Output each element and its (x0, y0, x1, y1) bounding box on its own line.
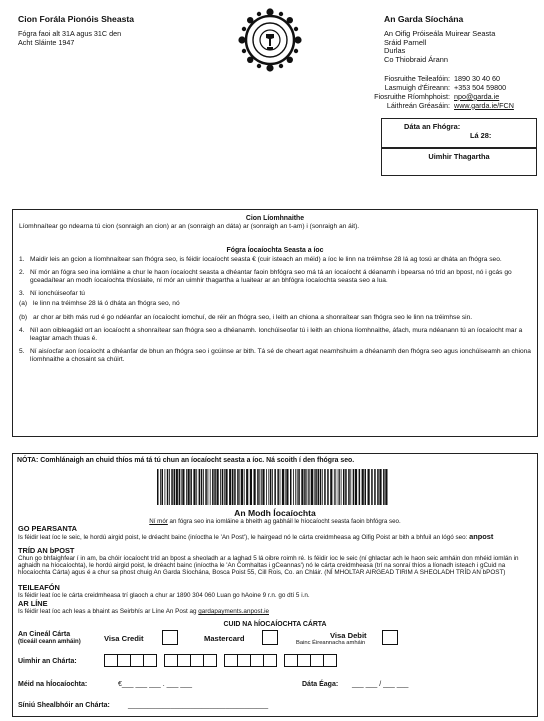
list-subitem: (b) ar chor ar bith más rud é go ndéanfar an íocaíocht iomchuí, de réir an fhógra seo, i leith an chiona a shonraítear san fhógra seo le linn na tréimhse sin. (19, 314, 473, 322)
online-text: Is féidir leat íoc ach leas a bhaint as Seirbhís ar Líne An Post ag gardapayments.anpost.ie (18, 608, 269, 615)
anpost-logo: anpost (469, 532, 494, 541)
list-item: 5. Ní aisíocfar aon íocaíocht a dhéanfar de bhun an fhógra seo i gcúinse ar bith. Tá sé de cheart agat neamhshuim a dhéanamh den fhógra seo agus ionchúiseamh an chiona líomhnaithe a chosaint sa chúirt. (19, 347, 531, 363)
garda-crest-icon (238, 8, 302, 72)
card-digit-box[interactable] (177, 654, 191, 667)
barcode-bar (203, 469, 204, 505)
email-link[interactable]: npo@garda.ie (454, 91, 500, 101)
barcode-bar (341, 469, 342, 505)
amount-label: Méid na hÍocaíochta: (18, 681, 88, 688)
barcode-bar (330, 469, 332, 505)
phone-title: TEILEAFÓN (18, 583, 60, 592)
card-digit-box[interactable] (104, 654, 118, 667)
form-subtitle-line1: Fógra faoi alt 31A agus 31C den (18, 29, 122, 38)
barcode-bar (306, 469, 307, 505)
barcode-bar (274, 469, 276, 505)
visa-credit-label: Visa Credit (104, 634, 144, 643)
barcode-bar (377, 469, 379, 505)
barcode-bar (355, 469, 357, 505)
address-line: Co Thiobraid Árann (384, 54, 448, 64)
website-link[interactable]: www.garda.ie/FCN (454, 100, 514, 110)
offence-title: Cion Líomhnaithe (245, 215, 305, 222)
abroad-value: +353 504 59800 (454, 82, 507, 92)
payment-mode-subtitle: Ní mór an fógra seo ina iomláine a bheith ag gabháil le híocaíocht seasta faoin bhfógra seo. (149, 518, 401, 525)
address-line: Sráid Parnell (384, 37, 427, 47)
barcode-bar (210, 469, 211, 505)
barcode-bar (217, 469, 219, 505)
by-post-title: TRÍD AN bPOST (18, 546, 75, 555)
card-digit-box[interactable] (284, 654, 298, 667)
barcode-bar (208, 469, 209, 505)
barcode-bar (262, 469, 264, 505)
barcode-bar (171, 469, 173, 505)
barcode-bar (290, 469, 292, 505)
barcode-bar (379, 469, 381, 505)
card-digit-box[interactable] (190, 654, 204, 667)
reference-number-label: Uimhir Thagartha (428, 152, 490, 161)
email-label: Fiosruithe Ríomhphoist: (374, 91, 450, 101)
card-digit-box[interactable] (117, 654, 131, 667)
card-digit-box[interactable] (224, 654, 238, 667)
barcode-bar (383, 469, 385, 505)
barcode-bar (343, 469, 345, 505)
barcode-bar (237, 469, 239, 505)
in-person-title: GO PEARSANTA (18, 524, 77, 533)
online-section (18, 600, 532, 615)
barcode-bar (199, 469, 201, 505)
barcode-bar (309, 469, 310, 505)
barcode-bar (174, 469, 176, 505)
barcode-bar (359, 469, 361, 505)
in-person-text: Is féidir leat íoc le seic, le hordú airgid poist, le dréacht bainc (iníoctha le 'An Post'), le hairgead nó le cárta creidmheasa ag Oifig Poist ar bith a bhfuil an lógó seo: anpost (18, 532, 494, 541)
card-digit-box[interactable] (237, 654, 251, 667)
barcode-bar (167, 469, 169, 505)
barcode-bar (334, 469, 335, 505)
barcode-bar (350, 469, 351, 505)
day-28-label: Lá 28: (470, 131, 492, 140)
barcode-bar (222, 469, 224, 505)
barcode-bar (186, 469, 187, 505)
barcode-bar (270, 469, 272, 505)
barcode-bar (266, 469, 267, 505)
card-digit-box[interactable] (310, 654, 324, 667)
payment-mode-title: An Modh Íocaíochta (234, 508, 316, 518)
barcode-bar (374, 469, 376, 505)
barcode-bar (365, 469, 367, 505)
offence-description: Líomhnaítear go ndearna tú cion (sonraigh an cion) ar an (sonraigh an dáta) ar (sonraigh an t-am) i (sonraigh an áit). (19, 222, 360, 230)
barcode-bar (286, 469, 288, 505)
card-payment-title: CUID NA hÍOCAÍOCHTA CÁRTA (223, 621, 327, 628)
barcode-bar (169, 469, 170, 505)
barcode-bar (339, 469, 340, 505)
abroad-label: Lasmuigh d'Éireann: (384, 82, 450, 92)
card-digit-box[interactable] (297, 654, 311, 667)
barcode-bar (246, 469, 248, 505)
form-title: Cion Forála Pionóis Sheasta (18, 14, 135, 24)
list-item: 4. Níl aon oibleagáid ort an íocaíocht a shonraítear san fhógra seo a dhéanamh. Ionchúiseofar tú i leith an chiona líomhnaithe, áfach, mura ndéanann tú an íocaíocht mar a leagtar amach thuas é. (19, 327, 523, 342)
list-subitem: (a) le linn na tréimhse 28 lá ó dháta an fhógra seo, nó (19, 299, 180, 307)
barcode-bar (315, 469, 317, 505)
barcode-bar (179, 469, 181, 505)
barcode-bar (241, 469, 243, 505)
barcode-bar (244, 469, 245, 505)
barcode-bar (259, 469, 260, 505)
list-item: 3. Ní ionchúiseofar tú (a) le linn na tréimhse 28 lá ó dháta an fhógra seo, nó (b) ar chor ar bith más rud é go ndéanfar an íocaíocht iomchuí, de réir an fhógra seo, i leith an chiona a shonraítear san fhógra seo le linn na tréimhse sin. (19, 290, 531, 322)
barcode-bar (293, 469, 294, 505)
barcode-bar (162, 469, 164, 505)
address-line: Durlas (384, 46, 406, 56)
expiry-label: Dáta Éaga: (302, 681, 339, 688)
barcode-bar (193, 469, 195, 505)
barcode-bar (298, 469, 300, 505)
in-person-section (18, 525, 532, 541)
barcode-bar (201, 469, 203, 505)
barcode-bar (362, 469, 364, 505)
notice-list (19, 256, 531, 363)
barcode-bar (368, 469, 370, 505)
barcode-bar (214, 469, 216, 505)
barcode-bar (314, 469, 315, 505)
barcode-bar (182, 469, 184, 505)
barcode-bar (234, 469, 236, 505)
barcode-bar (285, 469, 286, 505)
barcode-bar (327, 469, 329, 505)
signature-field[interactable]: ____________________________________ (128, 702, 269, 709)
barcode-bar (188, 469, 190, 505)
website-label: Láithreán Gréasáin: (386, 100, 450, 110)
barcode-bar (304, 469, 306, 505)
online-payment-link[interactable]: gardapayments.anpost.ie (198, 608, 269, 615)
barcode-bar (224, 469, 225, 505)
barcode-bar (272, 469, 273, 505)
barcode-bar (324, 469, 326, 505)
barcode-bar (239, 469, 240, 505)
address-line: An Oifig Próiseála Muirear Seasta (384, 29, 496, 38)
barcode-bar (212, 469, 214, 505)
visa-debit-checkbox[interactable] (382, 630, 398, 645)
barcode-bar (301, 469, 303, 505)
phone-value: 1890 30 40 60 (454, 74, 500, 83)
barcode-bar (311, 469, 313, 505)
barcode-bar (345, 469, 347, 505)
barcode-bar (282, 469, 284, 505)
card-digit-box[interactable] (250, 654, 264, 667)
header-left (18, 14, 168, 47)
list-item: 1. Maidir leis an gcion a líomhnaítear san fhógra seo, is féidir íocaíocht seasta € (cuir isteach an méid) a íoc le linn na tréimhse 28 lá ag tosú ar dháta an fhógra seo. (19, 256, 502, 264)
card-digit-box[interactable] (130, 654, 144, 667)
card-digit-box[interactable] (143, 654, 157, 667)
header-right (384, 14, 534, 64)
barcode-bar (232, 469, 234, 505)
mastercard-checkbox[interactable] (262, 630, 278, 645)
notice-panel (12, 209, 538, 437)
barcode-bar (280, 469, 281, 505)
online-title: AR LÍNE (18, 599, 48, 608)
barcode-bar (322, 469, 323, 505)
barcode-bar (268, 469, 269, 505)
signature-label: Síniú Shealbhóir an Chárta: (18, 702, 110, 709)
org-name: An Garda Síochána (384, 14, 464, 24)
barcode-bar (160, 469, 161, 505)
payment-note: NÓTA: Comhlánaigh an chuid thíos má tá tú chun an íocaíocht seasta a íoc. Ná scoith í den fhógra seo. (17, 457, 355, 464)
barcode-bar (320, 469, 322, 505)
contact-details (342, 75, 538, 111)
card-digit-box[interactable] (203, 654, 217, 667)
barcode-bar (257, 469, 259, 505)
phone-label: Fiosruithe Teileafóin: (384, 74, 450, 83)
reference-number-box (381, 148, 537, 176)
barcode-bar (190, 469, 192, 505)
barcode-bar (385, 469, 387, 505)
barcode-bar (335, 469, 336, 505)
notice-title: Fógra Íocaíochta Seasta a íoc (226, 246, 324, 254)
barcode-bar (338, 469, 339, 505)
list-item: 2. Ní mór an fógra seo ina iomláine a chur le haon íocaíocht seasta a dhéantar faoin bhfógra seo má tá an íocaíocht á déanamh i bpearsa nó tríd an bpost, nó i gcás go gceadaítear an modh íocaíochta thíoslaite, ní mór an uimhir thagartha a luaitear ar an bhfógra íocaíochta seasta seo a lua. (19, 269, 512, 284)
card-digit-box[interactable] (263, 654, 277, 667)
barcode-bar (295, 469, 296, 505)
barcode-bar (353, 469, 355, 505)
visa-debit-note: Bainc Éireannacha amháin (296, 640, 366, 646)
card-number-field[interactable] (104, 654, 336, 672)
mastercard-label: Mastercard (204, 634, 245, 643)
barcode (157, 469, 389, 505)
by-post-section (18, 547, 532, 577)
phone-text: Is féidir leat íoc le cárta creidmheasa trí glaoch a chur ar 1890 304 060 Luan go hAoine 9 r.n. go dtí 5 i.n. (18, 592, 310, 599)
card-number-label: Uimhir an Chárta: (18, 658, 77, 665)
card-type-label: An Cineál Cárta (ticeáil ceann amháin) (18, 631, 81, 645)
barcode-bar (308, 469, 309, 505)
barcode-bar (196, 469, 197, 505)
barcode-bar (261, 469, 262, 505)
barcode-bar (277, 469, 279, 505)
notice-date-label: Dáta an Fhógra: (404, 122, 461, 131)
by-post-text: Chun go bhfaighfear í in am, ba chóir íocaíocht tríd an bpost a sheoladh ar a laghad 5 lá oibre roimh ré. Is féidir íoc le seic (ní ghlactar ach le haon seic amháin don mhéid iomlán in aghaidh na híocaíochta), le hordú airgid poist, le dréacht bainc (iníoctha le 'An Comhaltas i gCeannas') nó le cárta creidmheasa (trí na sonraí thíos a líonadh isteach i gCuid na hÍocaíochta Cárta) agus é a chur sa phost chuig An Garda Síochána, Bosca Poist 55, Cill Rois, Co. an Chláir. (NÍ MHOLTAR AIRGEAD TIRIM A SHEOLADH TRÍD AN bPOST) (18, 555, 519, 577)
amount-field[interactable]: €___ ___ ___ . ___ ___ (118, 681, 192, 688)
barcode-bar (318, 469, 320, 505)
barcode-bar (225, 469, 227, 505)
visa-credit-checkbox[interactable] (162, 630, 178, 645)
phone-section (18, 584, 532, 599)
visa-debit-label: Visa Debit (330, 631, 367, 640)
barcode-bar (181, 469, 182, 505)
barcode-bar (254, 469, 256, 505)
barcode-bar (205, 469, 207, 505)
notice-date-box (381, 118, 537, 148)
barcode-bar (297, 469, 298, 505)
barcode-bar (157, 469, 159, 505)
expiry-field[interactable]: ___ ___ / ___ ___ (352, 681, 409, 688)
barcode-bar (165, 469, 166, 505)
barcode-bar (250, 469, 252, 505)
barcode-bar (176, 469, 178, 505)
form-subtitle-line2: Acht Sláinte 1947 (18, 37, 75, 47)
barcode-bar (229, 469, 231, 505)
barcode-bar (371, 469, 373, 505)
card-digit-box[interactable] (164, 654, 178, 667)
barcode-bar (220, 469, 221, 505)
barcode-bar (348, 469, 350, 505)
card-digit-box[interactable] (323, 654, 337, 667)
